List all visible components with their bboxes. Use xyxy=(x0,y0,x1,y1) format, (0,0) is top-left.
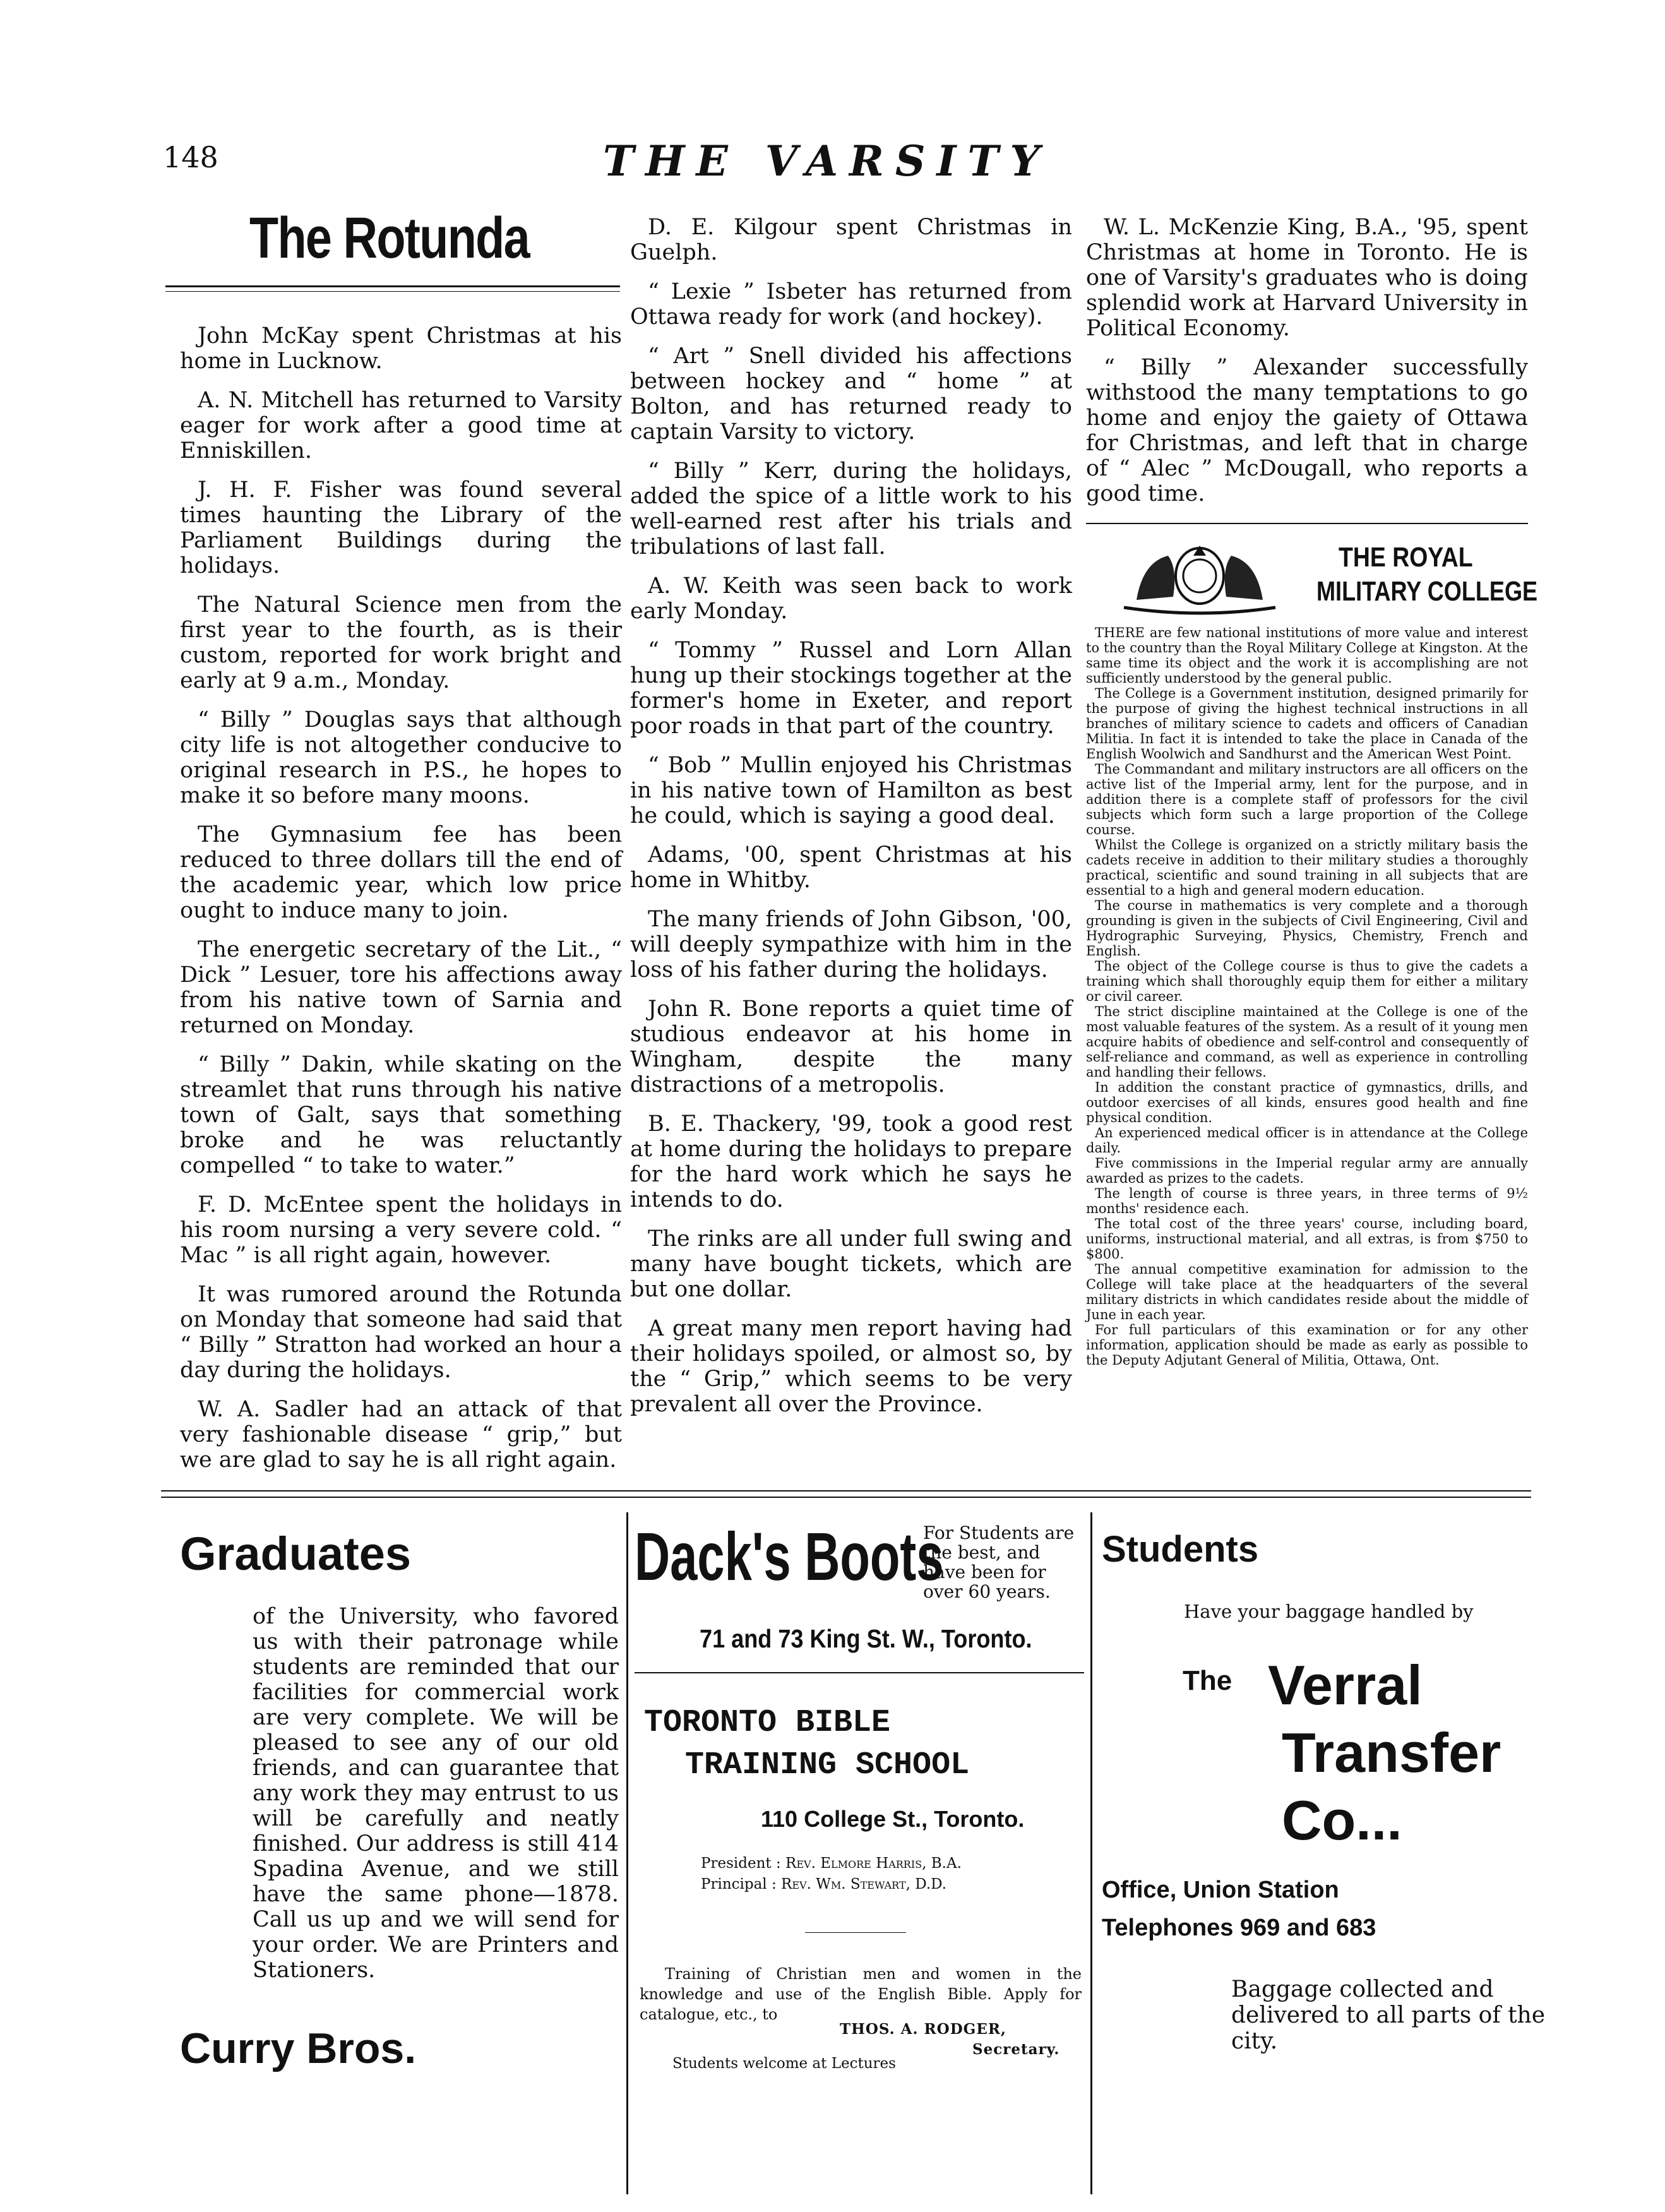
verral-body: Baggage collected and delivered to all parts of the city. xyxy=(1231,1976,1546,2054)
rmc-paragraph: For full particulars of this examination or for any other information, application should be made as early as possible to the Deputy Adjutant General of Militia, Ottawa, Ont. xyxy=(1086,1322,1528,1368)
rmc-title-2: MILITARY COLLEGE xyxy=(1316,576,1538,607)
graduates-title: Graduates xyxy=(180,1527,412,1580)
tbts-body: Training of Christian men and women in the knowledge and use of the English Bible. Apply for catalogue, etc., to xyxy=(640,1965,1082,2023)
news-item: The rinks are all under full swing and many have bought tickets, which are but one dollar. xyxy=(630,1226,1072,1302)
rmc-paragraph: The annual competitive examination for admission to the College will take place at the headquarters of the several military districts in which candidates reside about the middle of June in each year. xyxy=(1086,1262,1528,1322)
principal-name: Rev. Wm. Stewart, D.D. xyxy=(781,1876,947,1892)
news-item: “ Billy ” Douglas says that although city life is not altogether conducive to original research in P.S., he hopes to make it so before many moons. xyxy=(180,707,622,808)
news-item: The Gymnasium fee has been reduced to three dollars till the end of the academic year, which low price ought to induce many to join. xyxy=(180,822,622,923)
news-item: “ Billy ” Dakin, while skating on the streamlet that runs through his native town of Galt, says that something broke and he was reluctantly compelled “ to take to water.” xyxy=(180,1052,622,1178)
rmc-paragraph: Whilst the College is organized on a strictly military basis the cadets receive in addition to their military studies a thoroughly practical, scientific and sound training in all subjects that are essential to a high and general modern education. xyxy=(1086,837,1528,898)
tbts-signer: THOS. A. RODGER, xyxy=(840,2021,1006,2038)
title-rule-top xyxy=(165,285,620,287)
verral-the: The xyxy=(1183,1665,1232,1696)
dacks-rule xyxy=(635,1672,1084,1673)
rmc-paragraph: The strict discipline maintained at the College is one of the most valuable features of the system. As a result of it young men acquire habits of obedience and self-control and consequently of self-reliance and command, as well as experience in controlling and handling their fellows. xyxy=(1086,1004,1528,1080)
ad-divider-left xyxy=(626,1512,628,2194)
news-item: J. H. F. Fisher was found several times haunting the Library of the Parliament Buildings during the holidays. xyxy=(180,477,622,578)
news-item: Adams, '00, spent Christmas at his home in Whitby. xyxy=(630,842,1072,893)
dacks-address: 71 and 73 King St. W., Toronto. xyxy=(700,1624,1032,1653)
news-item: The many friends of John Gibson, '00, will deeply sympathize with him in the loss of his father during the holidays. xyxy=(630,907,1072,983)
news-item: A. N. Mitchell has returned to Varsity eager for work after a good time at Enniskillen. xyxy=(180,388,622,463)
dacks-side-text: For Students are the best, and have been for over 60 years. xyxy=(923,1522,1075,1602)
tbts-address: 110 College St., Toronto. xyxy=(761,1806,1025,1832)
tbts-title-2: TRAINING SCHOOL xyxy=(685,1747,970,1783)
rotunda-column-1 xyxy=(180,323,622,1486)
news-item: “ Lexie ” Isbeter has returned from Ottawa ready for work (and hockey). xyxy=(630,279,1072,330)
tbts-title-1: TORONTO BIBLE xyxy=(644,1705,891,1741)
news-item: John R. Bone reports a quiet time of studious endeavor at his home in Wingham, despite the many distractions of a metropolis. xyxy=(630,996,1072,1097)
rmc-paragraph: The length of course is three years, in three terms of 9½ months' residence each. xyxy=(1086,1186,1528,1216)
verral-name-2: Transfer xyxy=(1282,1721,1501,1784)
graduates-body: of the University, who favored us with their patronage while students are reminded that our facilities for commercial work are very complete. We will be pleased to see any of our old friends, and can guarantee that any work they may entrust to us will be carefully and neatly finished. Our address is still 414 Spadina Avenue, and we still have the same phone—1878. Call us up and we will send for your order. We are Printers and Stationers. xyxy=(253,1604,619,1983)
news-item: F. D. McEntee spent the holidays in his room nursing a very severe cold. “ Mac ” is all right again, however. xyxy=(180,1192,622,1268)
title-rule-bottom xyxy=(165,291,620,292)
tbts-signer-title: Secretary. xyxy=(972,2041,1060,2058)
rmc-body xyxy=(1086,625,1528,1368)
tbts-short-rule xyxy=(805,1932,906,1933)
news-item: “ Billy ” Alexander successfully withstood the many temptations to go home and enjoy the gaiety of Ottawa for Christmas, and left that in charge of “ Alec ” McDougall, who reports a good time. xyxy=(1086,355,1528,506)
verral-office: Office, Union Station xyxy=(1102,1877,1339,1903)
tbts-welcome: Students welcome at Lectures xyxy=(672,2055,896,2072)
ad-divider-right xyxy=(1090,1512,1092,2194)
dacks-title: Dack's Boots xyxy=(635,1518,944,1594)
news-item: W. A. Sadler had an attack of that very fashionable disease “ grip,” but we are glad to say he is all right again. xyxy=(180,1397,622,1473)
graduates-signature: Curry Bros. xyxy=(180,2024,417,2072)
rotunda-column-3 xyxy=(1086,215,1528,520)
news-item: B. E. Thackery, '99, took a good rest at home during the holidays to prepare for the hard work which he says he intends to do. xyxy=(630,1111,1072,1212)
rmc-top-rule xyxy=(1086,523,1528,524)
verral-heading: Students xyxy=(1102,1529,1259,1570)
verral-sub: Have your baggage handled by xyxy=(1184,1601,1474,1622)
rmc-paragraph: In addition the constant practice of gymnastics, drills, and outdoor exercises of all kinds, ensures good health and fine physical condition. xyxy=(1086,1080,1528,1125)
rmc-paragraph: THERE are few national institutions of more value and interest to the country than the Royal Military College at Kingston. At the same time its object and the work it is accomplishing are not sufficiently understood by the general public. xyxy=(1086,625,1528,686)
rmc-paragraph: The object of the College course is thus to give the cadets a training which shall thoroughly equip them for either a military or civil career. xyxy=(1086,959,1528,1004)
rmc-paragraph: The total cost of the three years' course, including board, uniforms, instructional material, and all extras, is from $750 to $800. xyxy=(1086,1216,1528,1262)
principal-label: Principal : xyxy=(701,1876,777,1892)
news-item: The Natural Science men from the first year to the fourth, as is their custom, reported for work bright and early at 9 a.m., Monday. xyxy=(180,592,622,693)
section-divider-top xyxy=(161,1490,1531,1492)
president-name: Rev. Elmore Harris, B.A. xyxy=(785,1855,962,1872)
news-item: A great many men report having had their holidays spoiled, or almost so, by the “ Grip,” which seems to be very prevalent all over the Province. xyxy=(630,1316,1072,1417)
news-item: “ Tommy ” Russel and Lorn Allan hung up their stockings together at the former's home in Exeter, and report poor roads in that part of the country. xyxy=(630,638,1072,739)
masthead: THE VARSITY xyxy=(603,136,1051,186)
rotunda-title: The Rotunda xyxy=(249,206,529,270)
rmc-paragraph: The Commandant and military instructors are all officers on the active list of the Imperial army, lent for the purpose, and in addition there is a complete staff of professors for the civil subjects which form such a large proportion of the College course. xyxy=(1086,762,1528,837)
rmc-paragraph: An experienced medical officer is in attendance at the College daily. xyxy=(1086,1125,1528,1156)
verral-name-3: Co... xyxy=(1282,1789,1402,1851)
rotunda-column-2 xyxy=(630,215,1072,1431)
verral-phones: Telephones 969 and 683 xyxy=(1102,1915,1376,1941)
news-item: “ Bob ” Mullin enjoyed his Christmas in his native town of Hamilton as best he could, which is saying a good deal. xyxy=(630,753,1072,828)
rmc-crest-icon xyxy=(1099,537,1301,616)
rmc-paragraph: Five commissions in the Imperial regular army are annually awarded as prizes to the cadets. xyxy=(1086,1156,1528,1186)
rmc-paragraph: The College is a Government institution, designed primarily for the purpose of giving the highest technical instructions in all branches of military science to cadets and officers of Canadian Militia. In fact it is intended to take the place in Canada of the English Woolwich and Sandhurst and the American West Point. xyxy=(1086,686,1528,762)
news-item: W. L. McKenzie King, B.A., '95, spent Christmas at home in Toronto. He is one of Varsity's graduates who is doing splendid work at Harvard University in Political Economy. xyxy=(1086,215,1528,341)
page-number: 148 xyxy=(163,140,218,174)
president-label: President : xyxy=(701,1855,781,1872)
verral-name-1: Verral xyxy=(1268,1654,1423,1716)
news-item: The energetic secretary of the Lit., “ Dick ” Lesuer, tore his affections away from his native town of Sarnia and returned on Monday. xyxy=(180,937,622,1038)
section-divider-bottom xyxy=(161,1497,1531,1498)
news-item: It was rumored around the Rotunda on Monday that someone had said that “ Billy ” Stratton had worked an hour a day during the holidays. xyxy=(180,1282,622,1383)
news-item: John McKay spent Christmas at his home in Lucknow. xyxy=(180,323,622,374)
news-item: “ Art ” Snell divided his affections between hockey and “ home ” at Bolton, and has returned ready to captain Varsity to victory. xyxy=(630,344,1072,445)
news-item: A. W. Keith was seen back to work early Monday. xyxy=(630,573,1072,624)
news-item: D. E. Kilgour spent Christmas in Guelph. xyxy=(630,215,1072,265)
rmc-paragraph: The course in mathematics is very complete and a thorough grounding is given in the subjects of Civil Engineering, Civil and Hydrographic Surveying, Physics, Chemistry, French and English. xyxy=(1086,898,1528,959)
rmc-title-1: THE ROYAL xyxy=(1339,542,1473,573)
news-item: “ Billy ” Kerr, during the holidays, added the spice of a little work to his well-earned rest after his trials and tribulations of last fall. xyxy=(630,458,1072,559)
tbts-officers xyxy=(701,1853,962,1895)
